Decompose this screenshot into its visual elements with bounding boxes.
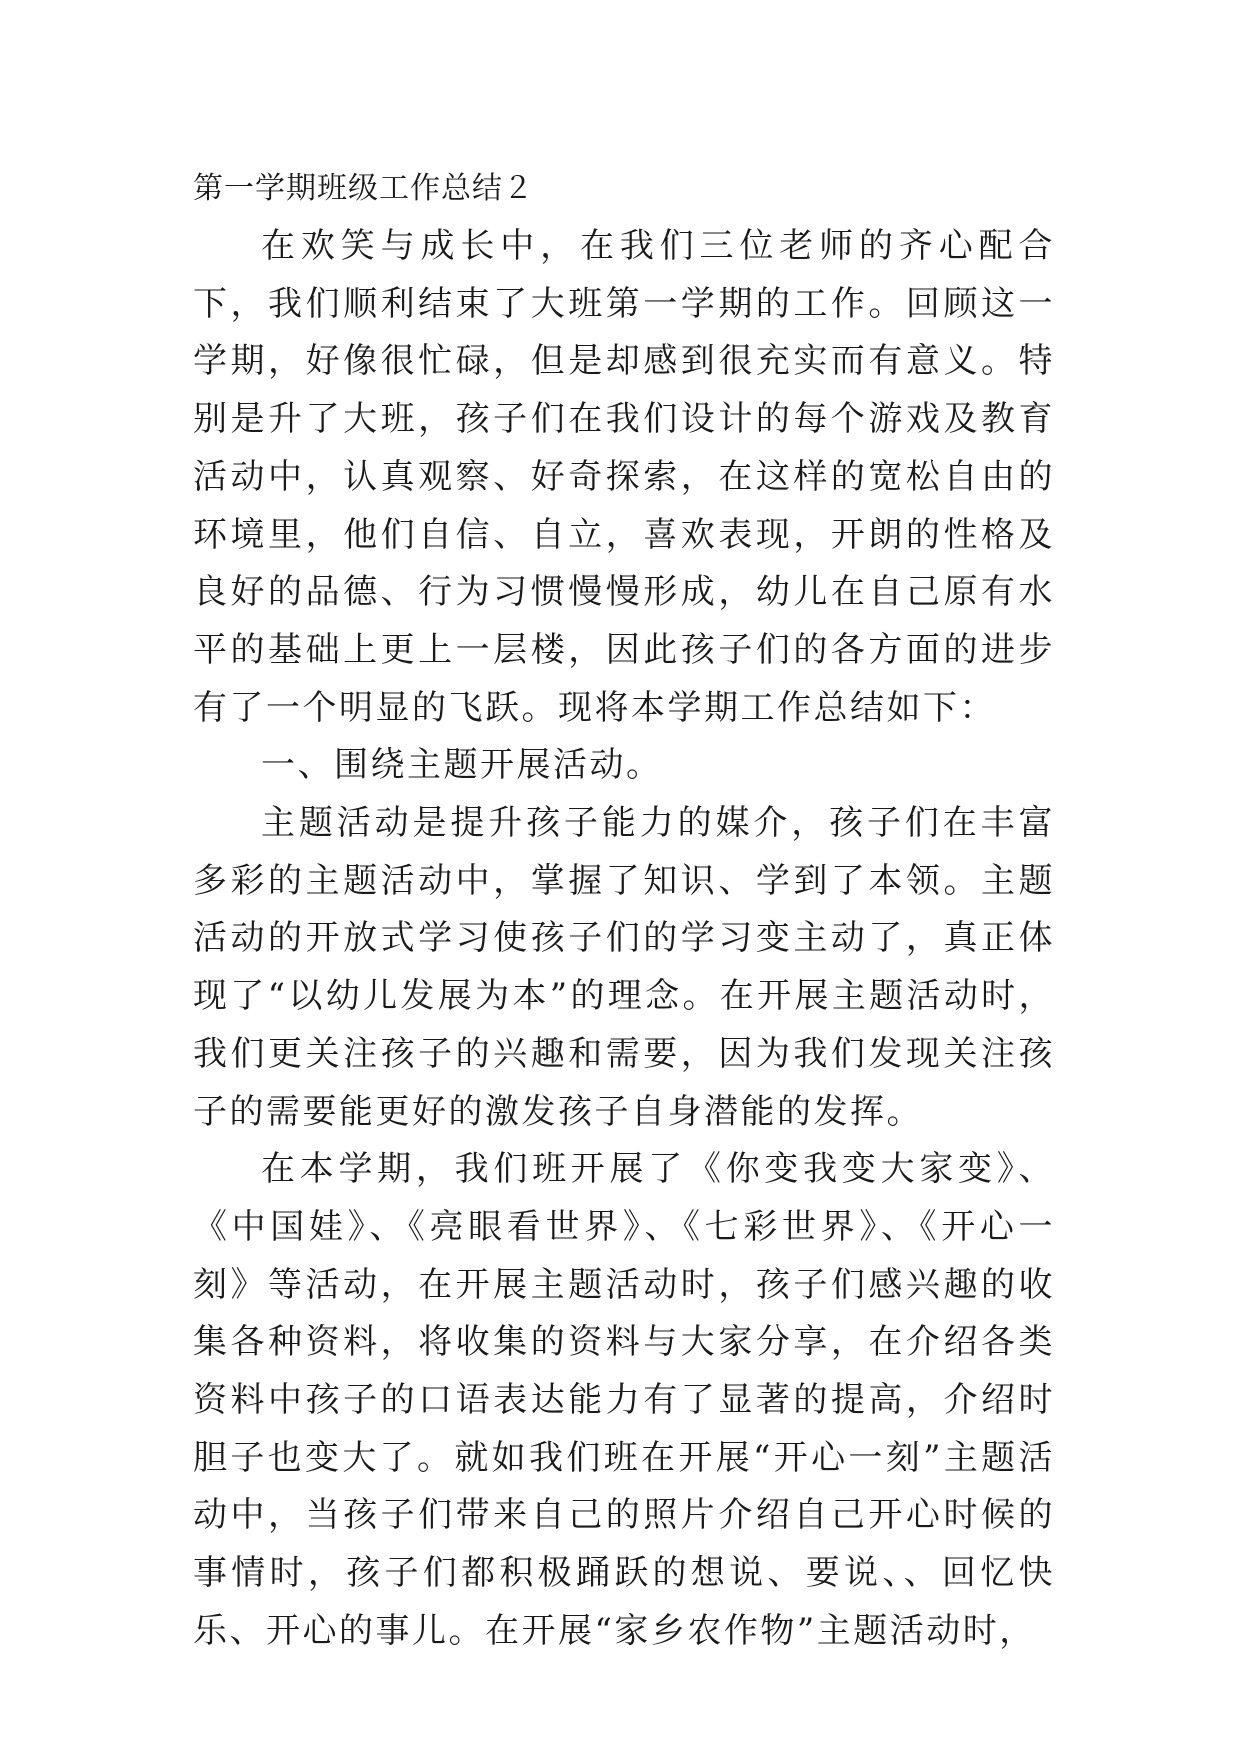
document-body [193,160,1055,1661]
paragraph-theme-activities: 主题活动是提升孩子能力的媒介，孩子们在丰富多彩的主题活动中，掌握了知识、学到了本领。主题活动的开放式学习使孩子们的学习变主动了，真正体现了“以幼儿发展为本”的理念。在开展主题活动时，我们更关注孩子的兴趣和需要，因为我们发现关注孩子的需要能更好的激发孩子自身潜能的发挥。 [193,803,1055,1132]
paragraph-intro: 在欢笑与成长中，在我们三位老师的齐心配合下，我们顺利结束了大班第一学期的工作。回顾这一学期，好像很忙碌，但是却感到很充实而有意义。特别是升了大班，孩子们在我们设计的每个游戏及教育活动中，认真观察、好奇探索，在这样的宽松自由的环境里，他们自信、自立，喜欢表现，开朗的性格及良好的品德、行为习惯慢慢形成，幼儿在自己原有水平的基础上更上一层楼，因此孩子们的各方面的进步有了一个明显的飞跃。现将本学期工作总结如下： [193,226,1055,728]
paragraph-this-semester: 在本学期，我们班开展了《你变我变大家变》、《中国娃》、《亮眼看世界》、《七彩世界》、《开心一刻》等活动，在开展主题活动时，孩子们感兴趣的收集各种资料，将收集的资料与大家分享，在介绍各类资料中孩子的口语表达能力有了显著的提高，介绍时胆子也变大了。就如我们班在开展“开心一刻”主题活动中，当孩子们带来自己的照片介绍自己开心时候的事情时，孩子们都积极踊跃的想说、要说、、回忆快乐、开心的事儿。在开展“家乡农作物”主题活动时， [193,1149,1055,1651]
section-heading-1: 一、围绕主题开展活动。 [261,745,663,786]
document-title: 第一学期班级工作总结２ [193,171,534,206]
